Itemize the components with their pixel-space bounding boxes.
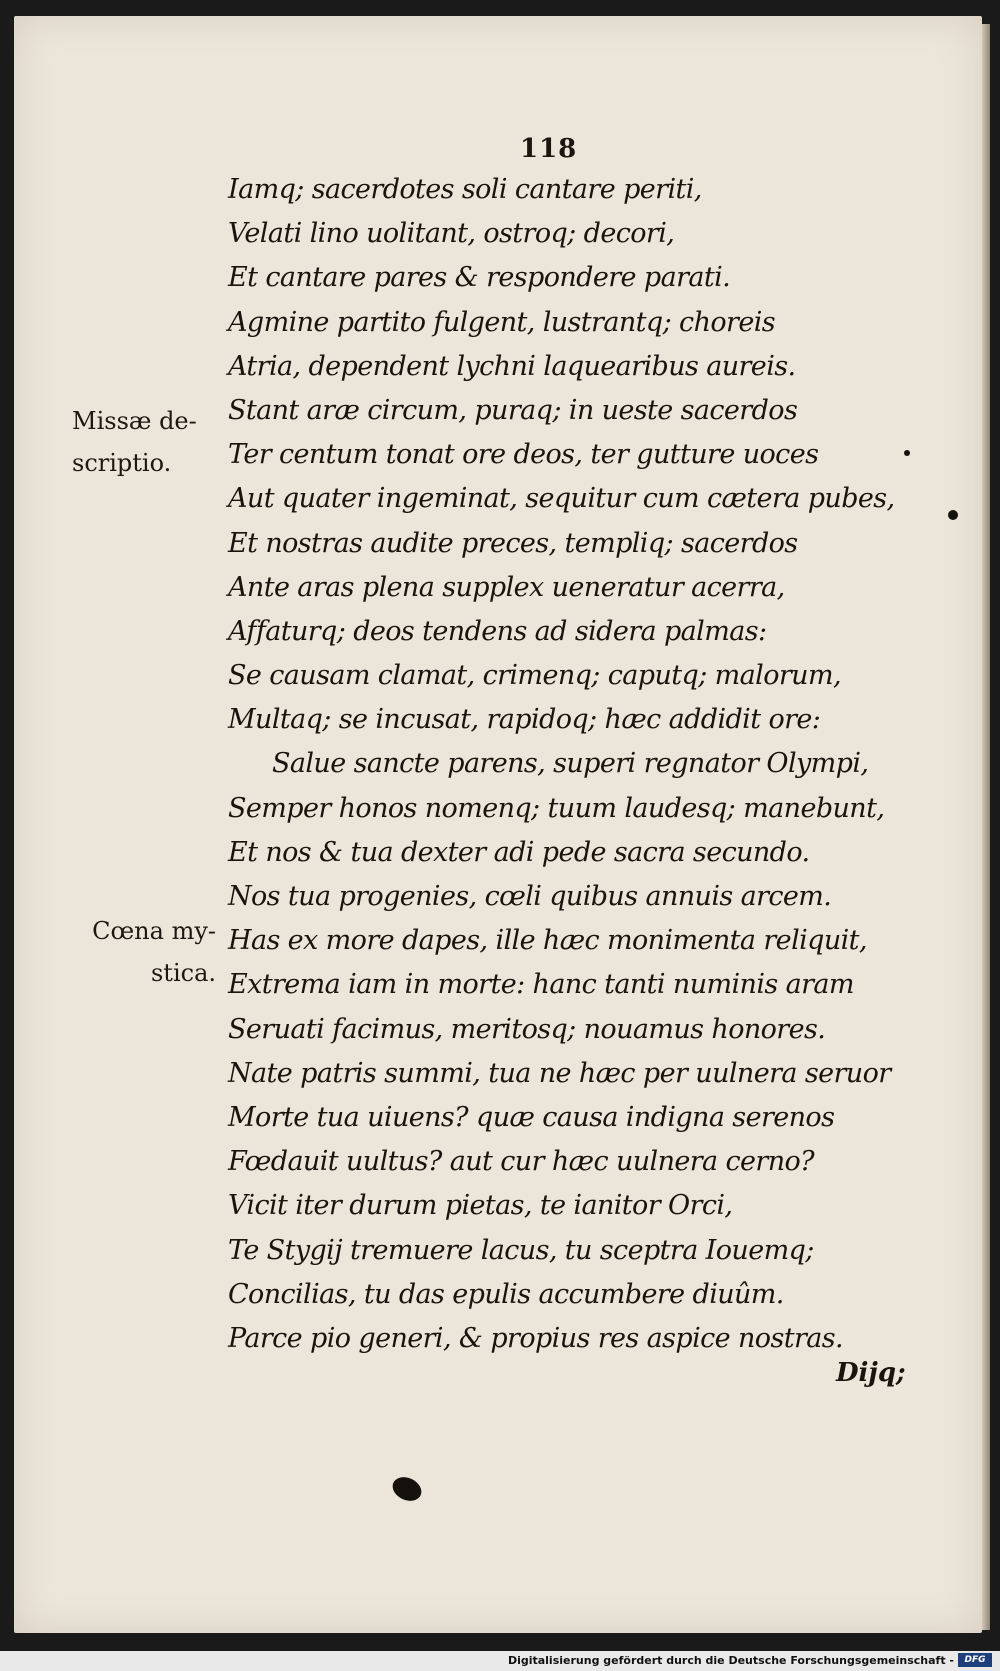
verse-line: Parce pio generi, & propius res aspice nostras. [228, 1322, 844, 1354]
verse-line: Atria, dependent lychni laquearibus aureis. [228, 350, 796, 382]
verse-line: Et cantare pares & respondere parati. [228, 262, 731, 294]
verse-line: Salue sancte parens, superi regnator Olympi, [272, 748, 869, 780]
margin-note-missae [72, 400, 197, 484]
verse-line: Concilias, tu das epulis accumbere diuûm. [228, 1278, 784, 1310]
verse-line: Extrema iam in morte: hanc tanti numinis aram [228, 969, 854, 1001]
verse-line: Et nos & tua dexter adi pede sacra secundo. [228, 836, 810, 868]
verse-line: Et nostras audite preces, templiq; sacerdos [228, 527, 798, 559]
verse-line: Seruati facimus, meritosq; nouamus honores. [228, 1013, 826, 1045]
verse-line: Agmine partito fulgent, lustrantq; choreis [228, 306, 775, 338]
verse-text [228, 168, 948, 1361]
verse-line: Semper honos nomenq; tuum laudesq; manebunt, [228, 792, 885, 824]
verse-line: Nate patris summi, tua ne hæc per uulnera seruor [228, 1057, 891, 1089]
verse-line: Ante aras plena supplex ueneratur acerra, [228, 571, 785, 603]
verse-line: Has ex more dapes, ille hæc monimenta reliquit, [228, 925, 867, 957]
verse-line: Aut quater ingeminat, sequitur cum cætera pubes, [228, 483, 895, 515]
footer-credit: Digitalisierung gefördert durch die Deutsche Forschungsgemeinschaft - [507, 1654, 954, 1667]
verse-line: Stant aræ circum, puraq; in ueste sacerdos [228, 394, 798, 426]
verse-line: Multaq; se incusat, rapidoq; hæc addidit ore: [228, 704, 821, 736]
verse-line: Fœdauit uultus? aut cur hæc uulnera cerno? [228, 1146, 815, 1178]
page-number: 118 [520, 134, 578, 164]
verse-line: Velati lino uolitant, ostroq; decori, [228, 218, 675, 250]
verse-line: Morte tua uiuens? quæ causa indigna serenos [228, 1101, 835, 1133]
ink-blot [904, 450, 910, 456]
verse-line: Te Stygij tremuere lacus, tu sceptra Iouemq; [228, 1234, 814, 1266]
verse-line: Affaturq; deos tendens ad sidera palmas: [228, 615, 767, 647]
verse-line: Vicit iter durum pietas, te ianitor Orci, [228, 1190, 733, 1222]
verse-line: Ter centum tonat ore deos, ter gutture uoces [228, 439, 819, 471]
margin-note-line: stica. [150, 959, 216, 987]
margin-note-line: Cœna my- [92, 917, 216, 945]
dfg-logo: DFG [958, 1653, 992, 1667]
ink-blot [948, 510, 958, 520]
verse-line: Nos tua progenies, cœli quibus annuis arcem. [228, 881, 832, 912]
margin-note-line: scriptio. [72, 449, 172, 477]
verse-line: Se causam clamat, crimenq; caputq; malorum, [228, 660, 841, 692]
verse-line: Iamq; sacerdotes soli cantare periti, [228, 174, 702, 205]
page-edge [982, 24, 990, 1630]
margin-note-coena [74, 910, 216, 994]
margin-note-line: Missæ de- [72, 407, 197, 435]
catchword: Dijq; [836, 1358, 906, 1388]
